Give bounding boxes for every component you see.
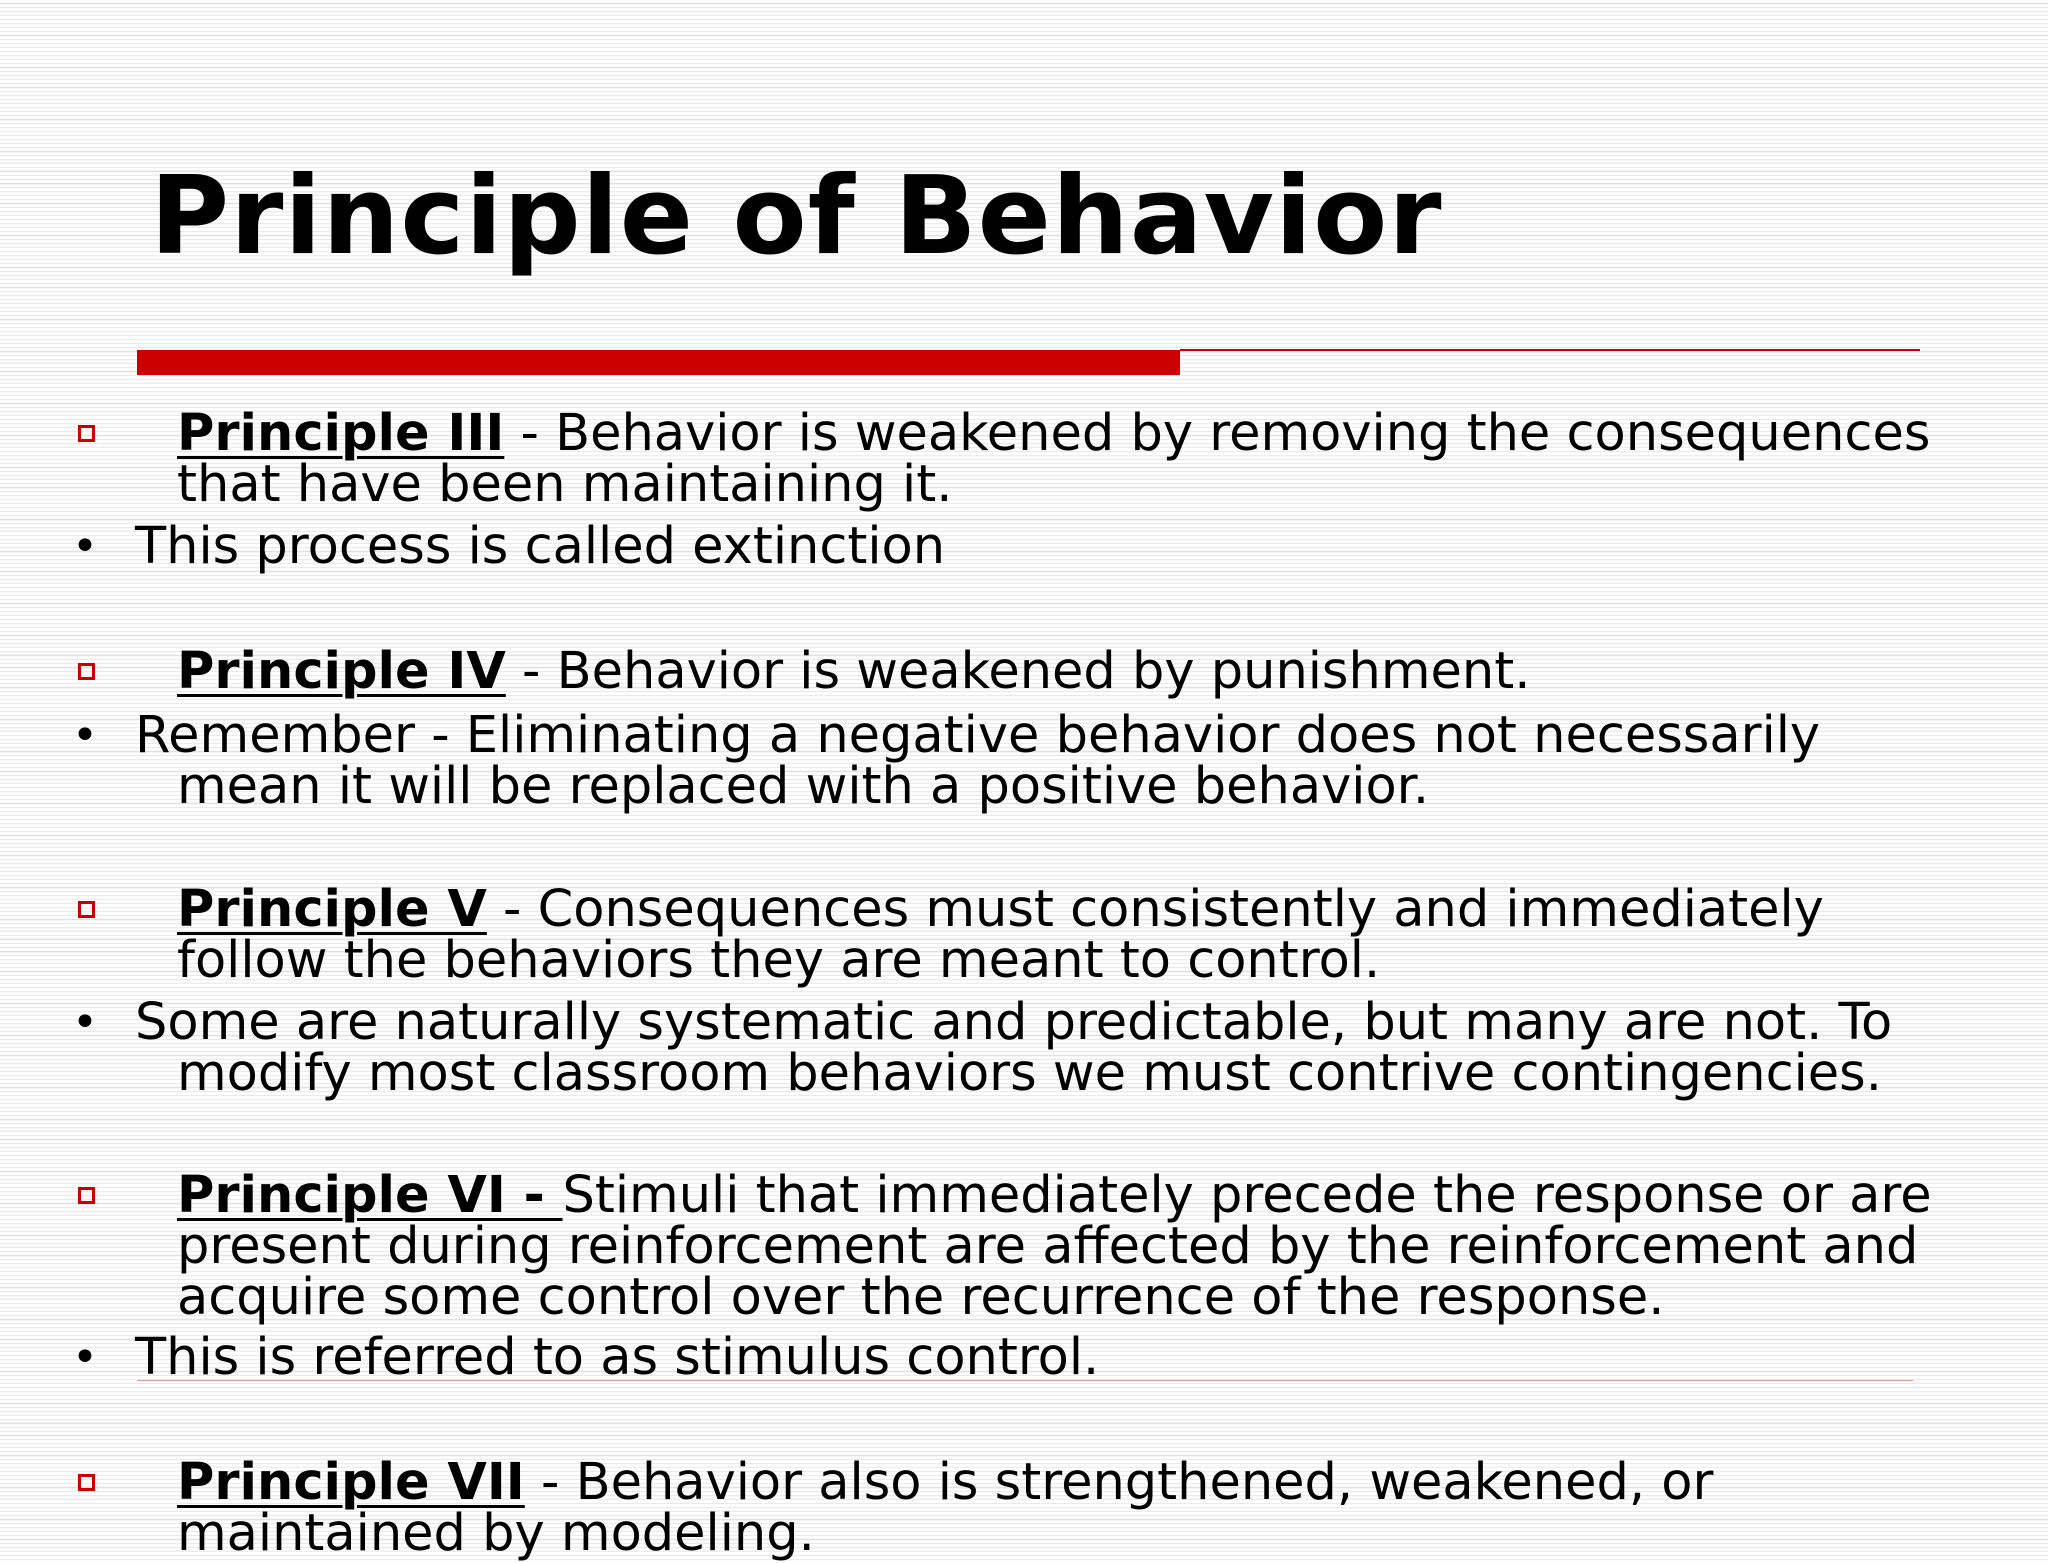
- round-bullet-icon: •: [72, 1332, 98, 1383]
- round-bullet-icon: •: [72, 710, 98, 761]
- hollow-square-bullet-icon: [78, 663, 95, 680]
- detail-continuation: modify most classroom behaviors we must contrive contingencies.: [177, 1044, 1882, 1103]
- round-bullet-icon: •: [72, 521, 98, 572]
- principle-text: [177, 404, 1931, 463]
- principle-description: - Behavior is weakened by punishment.: [505, 642, 1531, 701]
- principle-label: Principle VI -: [177, 1166, 563, 1225]
- hollow-square-bullet-icon: [78, 425, 95, 442]
- principle-text: [177, 1453, 1714, 1512]
- principle-text: [177, 880, 1824, 939]
- hollow-square-bullet-icon: [78, 901, 95, 918]
- detail-continuation: mean it will be replaced with a positive behavior.: [177, 757, 1430, 816]
- round-bullet-icon: •: [72, 997, 98, 1048]
- hollow-square-bullet-icon: [78, 1187, 95, 1204]
- principle-continuation: acquire some control over the recurrence of the response.: [177, 1268, 1665, 1327]
- principle-label: Principle V: [177, 880, 487, 939]
- slide-title: Principle of Behavior: [150, 154, 1443, 279]
- principle-label: Principle III: [177, 404, 505, 463]
- principle-continuation: that have been maintaining it.: [177, 455, 953, 514]
- principle-description: Stimuli that immediately precede the response or are: [562, 1166, 1932, 1225]
- principle-description: - Behavior is weakened by removing the consequences: [504, 404, 1931, 463]
- principle-description: - Consequences must consistently and immediately: [486, 880, 1824, 939]
- principle-continuation: maintained by modeling.: [177, 1504, 815, 1563]
- principle-continuation: follow the behaviors they are meant to control.: [177, 931, 1381, 990]
- title-rule-thick: [137, 350, 1180, 375]
- principle-text: [177, 642, 1531, 701]
- title-rule-thin: [1180, 349, 1920, 351]
- hollow-square-bullet-icon: [78, 1474, 95, 1491]
- principle-label: Principle VII: [177, 1453, 525, 1512]
- principle-description: - Behavior also is strengthened, weakened, or: [524, 1453, 1714, 1512]
- detail-text: This process is called extinction: [135, 517, 946, 576]
- principle-label: Principle IV: [177, 642, 506, 701]
- detail-text: This is referred to as stimulus control.: [135, 1328, 1100, 1387]
- principle-text: [177, 1166, 1932, 1225]
- detail-text: Remember - Eliminating a negative behavior does not necessarily: [135, 706, 1821, 765]
- principle-continuation: present during reinforcement are affected by the reinforcement and: [177, 1217, 1919, 1276]
- detail-text: Some are naturally systematic and predictable, but many are not. To: [135, 993, 1893, 1052]
